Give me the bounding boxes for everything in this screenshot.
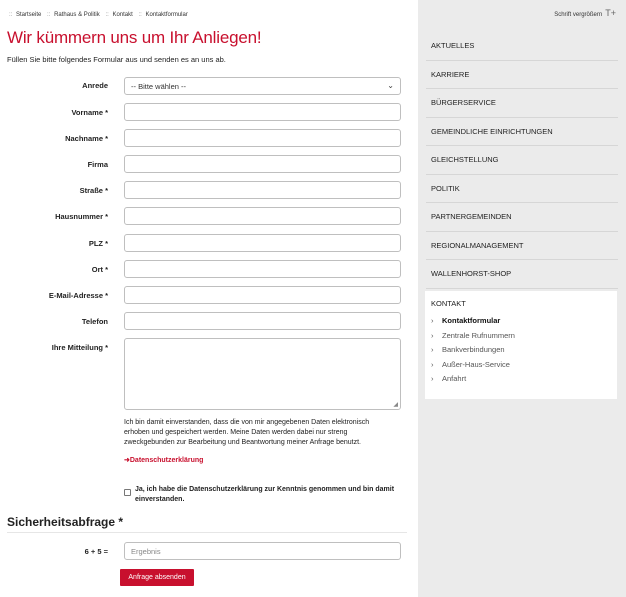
font-size-label: Schrift vergrößern: [554, 12, 603, 18]
kontakt-sublist: [431, 316, 515, 389]
anrede-select[interactable]: [124, 77, 401, 95]
subnav-item-label: Anfahrt: [442, 374, 467, 383]
ort-label: Ort *: [91, 265, 108, 274]
sidebar-item-aktuelles[interactable]: AKTUELLES: [426, 32, 618, 61]
breadcrumb-item-current: Kontaktformular: [145, 12, 188, 18]
captcha-placeholder: Ergebnis: [131, 547, 161, 556]
telefon-input[interactable]: [124, 312, 401, 330]
breadcrumb-item-startseite[interactable]: Startseite: [16, 12, 42, 18]
breadcrumb-separator: ::: [105, 12, 109, 18]
submit-button[interactable]: Anfrage absenden: [120, 569, 194, 586]
consent-text: Ich bin damit einverstanden, dass die von mir angegebenen Daten elektronisch erhoben und gespeichert werden. Meine Daten werden dabei nur streng zweckgebunden zur Bearbeitung und Beantwortung meiner Anfrage benutzt.: [124, 419, 370, 446]
sidebar-item-kontakt[interactable]: KONTAKT: [431, 299, 466, 308]
email-label: E-Mail-Adresse *: [48, 291, 108, 300]
breadcrumb: [7, 12, 190, 18]
font-size-control[interactable]: [554, 8, 616, 18]
captcha-question: 6 + 5 =: [84, 547, 108, 556]
chevron-right-icon: ›: [431, 316, 434, 325]
sidebar-item-gemeindliche-einrichtungen[interactable]: GEMEINDLICHE EINRICHTUNGEN: [426, 118, 618, 147]
subnav-item-label: Außer-Haus-Service: [442, 359, 510, 369]
intro-text: Füllen Sie bitte folgendes Formular aus und senden es an uns ab.: [7, 55, 226, 64]
hausnummer-input[interactable]: [124, 207, 401, 225]
mitteilung-label: Ihre Mitteilung *: [51, 343, 108, 352]
sidebar-item-politik[interactable]: POLITIK: [426, 175, 618, 204]
subnav-item-anfahrt[interactable]: [431, 374, 515, 389]
sidebar-item-wallenhorst-shop[interactable]: WALLENHORST-SHOP: [426, 260, 618, 289]
vorname-label: Vorname *: [71, 108, 108, 117]
plz-label: PLZ *: [88, 239, 108, 248]
privacy-link-label: Datenschutzerklärung: [129, 457, 204, 464]
vorname-input[interactable]: [124, 103, 401, 121]
chevron-right-icon: ›: [431, 330, 434, 340]
mitteilung-textarea[interactable]: [124, 338, 401, 410]
breadcrumb-item-kontakt[interactable]: Kontakt: [112, 12, 133, 18]
firma-label: Firma: [87, 160, 108, 169]
subnav-item-label: Bankverbindungen: [442, 345, 505, 354]
strasse-input[interactable]: [124, 181, 401, 199]
privacy-checkbox-label[interactable]: Ja, ich habe die Datenschutzerklärung zur Kenntnis genommen und bin damit einverstanden.: [135, 486, 395, 503]
page-title: Wir kümmern uns um Ihr Anliegen!: [7, 28, 262, 47]
subnav-item-zentrale-rufnummern[interactable]: [431, 331, 515, 346]
nachname-input[interactable]: [124, 129, 401, 147]
sidebar-item-karriere[interactable]: KARRIERE: [426, 61, 618, 90]
breadcrumb-separator: ::: [9, 12, 13, 18]
security-heading: Sicherheitsabfrage *: [7, 515, 124, 529]
sidebar-item-partnergemeinden[interactable]: PARTNERGEMEINDEN: [426, 203, 618, 232]
email-input[interactable]: [124, 286, 401, 304]
plz-input[interactable]: [124, 234, 401, 252]
kontakt-submenu: [425, 291, 617, 399]
breadcrumb-separator: ::: [47, 12, 51, 18]
sidebar-item-buergerservice[interactable]: BÜRGERSERVICE: [426, 89, 618, 118]
anrede-selected-value: -- Bitte wählen --: [131, 82, 187, 91]
breadcrumb-item-rathaus[interactable]: Rathaus & Politik: [54, 12, 100, 18]
subnav-item-bankverbindungen[interactable]: [431, 345, 515, 360]
divider: [7, 532, 407, 533]
chevron-right-icon: ›: [431, 374, 434, 383]
captcha-input[interactable]: [124, 542, 401, 560]
font-size-icon: T+: [605, 8, 616, 18]
breadcrumb-separator: ::: [138, 12, 142, 18]
chevron-right-icon: ›: [431, 359, 434, 369]
subnav-item-ausser-haus-service[interactable]: [431, 360, 515, 375]
chevron-down-icon: ⌄: [387, 81, 394, 90]
telefon-label: Telefon: [81, 317, 108, 326]
anrede-label: Anrede: [82, 81, 108, 90]
firma-input[interactable]: [124, 155, 401, 173]
privacy-checkbox[interactable]: [124, 489, 131, 496]
resize-handle-icon[interactable]: ◢: [393, 402, 398, 408]
strasse-label: Straße *: [79, 186, 108, 195]
login-arrow-icon: ➜: [124, 457, 130, 464]
ort-input[interactable]: [124, 260, 401, 278]
sidebar-item-gleichstellung[interactable]: GLEICHSTELLUNG: [426, 146, 618, 175]
hausnummer-label: Hausnummer *: [55, 212, 108, 221]
subnav-item-label: Kontaktformular: [442, 316, 501, 325]
subnav-item-label: Zentrale Rufnummern: [442, 330, 515, 340]
subnav-item-kontaktformular[interactable]: [431, 316, 515, 331]
privacy-link[interactable]: [124, 456, 203, 464]
sidebar-item-regionalmanagement[interactable]: REGIONALMANAGEMENT: [426, 232, 618, 261]
chevron-right-icon: ›: [431, 345, 434, 354]
sidebar-nav: [426, 32, 618, 289]
nachname-label: Nachname *: [65, 134, 108, 143]
